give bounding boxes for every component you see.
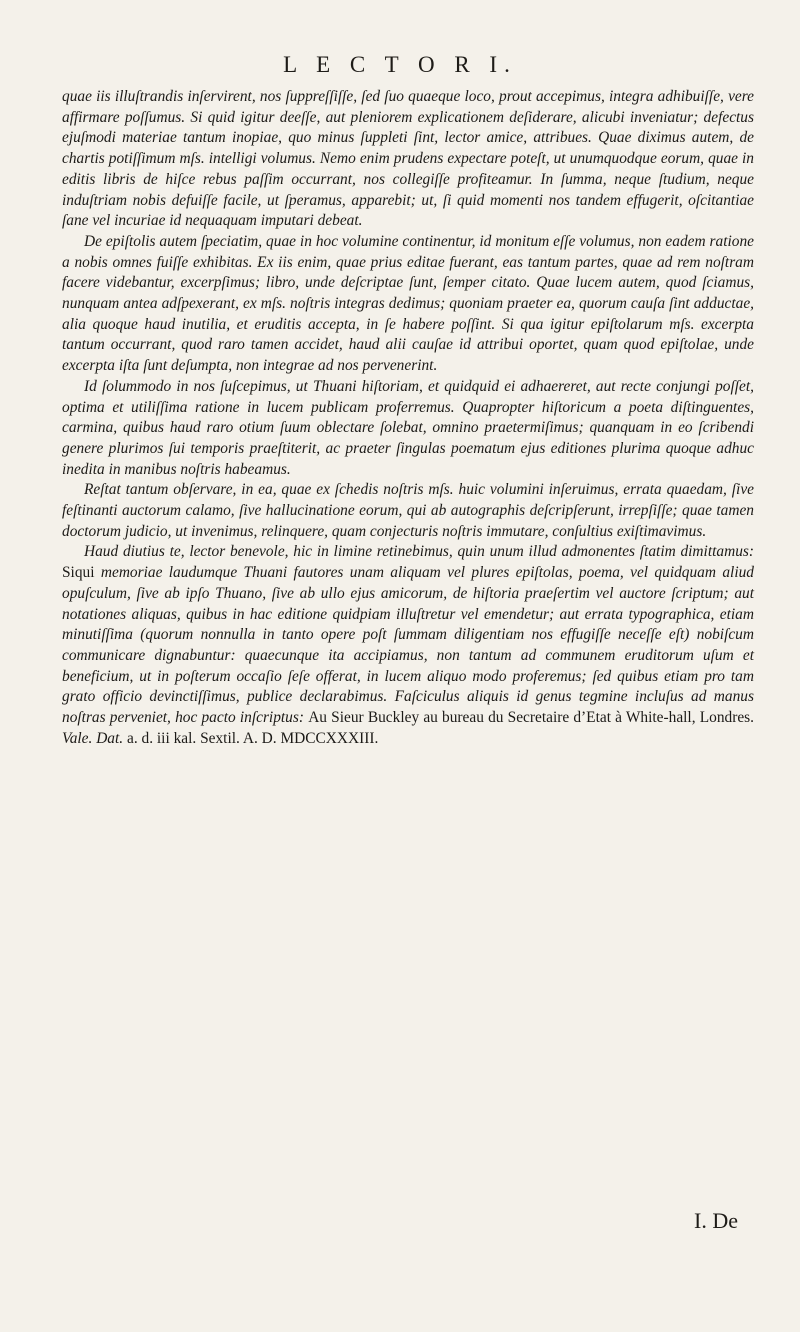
paragraph-text-run: Reſtat tantum obſervare, in ea, quae ex ſchedis noſtris mſs. huic volumini inſeruimus, errata quaedam, ſive feſtinanti auctorum calamo, ſive hallucinatione eorum, qui ab autographis deſcripſerunt, irrepſiſſe; quae tamen doctorum judicio, ut invenimus, relinquere, quam conjecturis noſtris immutare, conſultius exiſtimavimus.: [62, 481, 754, 540]
paragraph-text-run: Au Sieur Buckley au bureau du Secretaire d’Etat à White-hall, Londres.: [308, 709, 755, 727]
paragraph-text-run: De epiſtolis autem ſpeciatim, quae in hoc volumine continentur, id monitum eſſe volumus, non eadem ratione a nobis omnes fuiſſe exhibitas. Ex iis enim, quae prius editae fuerant, eas tantum partes, quae ad rem noſtram facere videbantur, excerpſimus; libro, unde deſcriptae ſunt, ſemper citato. Quae lucem autem, quod ſciamus, nunquam antea adſpexerant, ex mſs. noſtris integras dedimus; quoniam praeter ea, quorum cauſa ſint adductae, alia quoque haud inutilia, et eruditis accepta, in ſe habere poſſint. Si qua igitur epiſtolarum mſs. excerpta tantum occurrant, quod raro tamen accidet, haud alii cauſae id attribui oportet, quam quod epiſtolae, unde excerpta iſta ſunt deſumpta, non integrae ad nos pervenerint.: [62, 232, 754, 375]
paragraph-p3: [62, 377, 754, 481]
paragraph-text-run: Siqui: [62, 564, 95, 582]
paragraph-text-run: Id ſolummodo in nos ſuſcepimus, ut Thuani hiſtoriam, et quidquid ei adhaereret, aut recte conjungi poſſet, optima et utiliſſima ratione in lucem publicam proferremus. Quapropter hiſtoricum a poeta diſtinguentes, carmina, quibus haud raro otium ſuum oblectare ſolebat, omnino praetermiſimus; quanquam in eo ſcribendi genere plurimos ſui temporis praeſtiterit, ac praeter ſingulas poematum ejus editiones plurima quoque adhuc inedita in manibus noſtris habeamus.: [62, 377, 754, 478]
running-head: L E C T O R I.: [283, 52, 517, 77]
paragraph-text-run: a. d. iii kal. Sextil. A. D. MDCCXXXIII.: [123, 729, 379, 747]
paragraph-text-run: quae iis illuſtrandis inſervirent, nos ſuppreſſiſſe, ſed ſuo quaeque loco, prout accepimus, integra adhibuiſſe, vere affirmare poſſumus. Si quid igitur deeſſe, aut pleniorem explicationem deſiderare, alicubi inveniatur; defectus ejuſmodi materiae tantum inopiae, quo minus ſuppleti ſint, lector amice, attribues. Quae diximus autem, de chartis potiſſimum mſs. intelligi volumus. Nemo enim prudens expectare poteſt, ut unumquodque eorum, quae in editis libris de hiſce rebus paſſim occurrant, nos collegiſſe profiteamur. In ſumma, neque ſtudium, neque induſtriam nobis defuiſſe facile, ut ſperamus, apparebit; ut, ſi quid momenti nos tandem effugerit, oſcitantiae ſane vel incuriae id nequaquam imputari debeat.: [62, 88, 754, 230]
paragraph-p1: [62, 87, 754, 232]
paragraph-text-run: memoriae laudumque Thuani fautores unam aliquam vel plures epiſtolas, poema, vel quidquam aliud opuſculum, ſive ab ipſo Thuano, ſive ab ullo ejus amicorum, de hiſtoria praeſertim vel auctore ſcriptum; aut notationes aliquas, quibus in hac editione quidpiam illuſtretur vel emendetur; aut errata typographica, etiam minutiſſima (quorum nonnulla in tanto opere poſt ſummam diligentiam nos effugiſſe neceſſe eſt) nobiſcum communicare dignabuntur: quaecunque ita accipiamus, non tantum ad communem eruditorum uſum et beneficium, ut in poſterum occaſio ſeſe offerat, in lucem aliquo modo proferemus; ſed quibus etiam pro tam grato officio devinctiſſimus, publice declarabimus. Faſciculus aliquis id genus tegmine incluſus ad manus noſtras perveniet, hoc pacto inſcriptus:: [62, 564, 754, 727]
paragraph-p2: [62, 232, 754, 377]
catchword: I. De: [694, 1208, 738, 1233]
paragraph-text-run: Vale. Dat.: [62, 729, 124, 747]
paragraph-text-run: Haud diutius te, lector benevole, hic in limine retinebimus, quin unum illud admonentes ſtatim dimittamus:: [84, 543, 754, 561]
preface-text: [62, 87, 754, 750]
paragraph-p4: [62, 480, 754, 542]
paragraph-p5: [62, 542, 754, 749]
